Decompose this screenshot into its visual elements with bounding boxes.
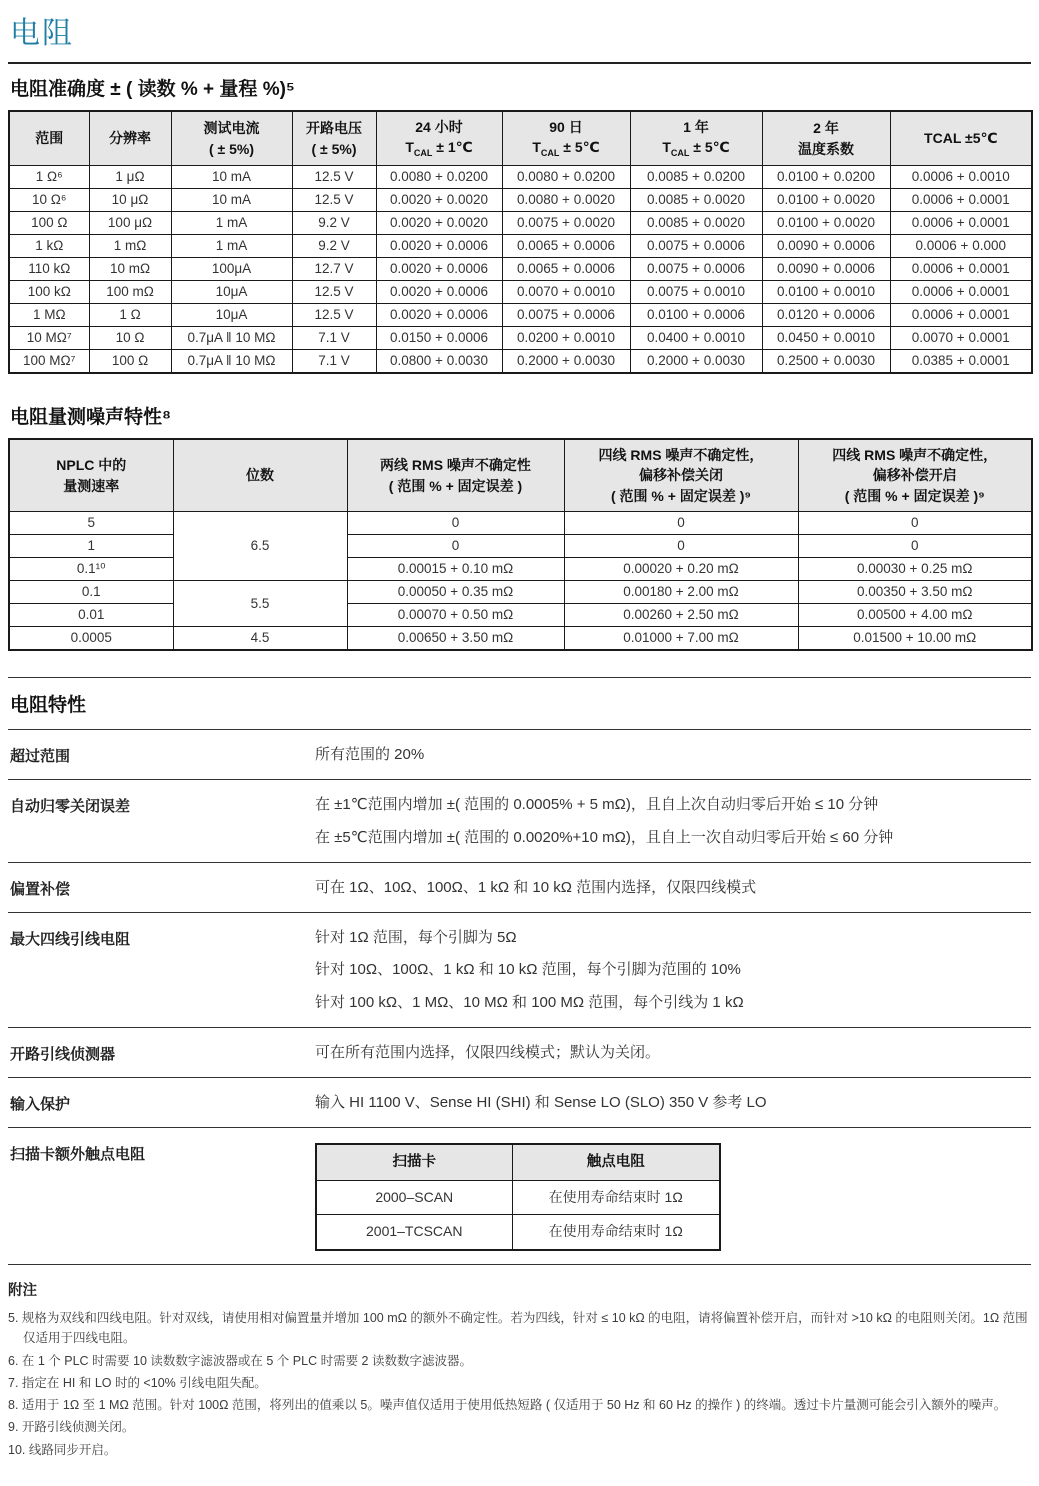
- accuracy-table-header: [9, 111, 1032, 166]
- footnote-item: 9. 开路引线侦测关闭。: [8, 1420, 135, 1435]
- cell-2wire: 0.00050 + 0.35 mΩ: [347, 581, 564, 604]
- accuracy-table-row: [9, 304, 1032, 327]
- char-label: 超过范围: [10, 748, 71, 766]
- char-row-autozero-off-error: [8, 779, 1031, 862]
- cell-tcal: 0.0006 + 0.000: [890, 235, 1032, 258]
- cell-90day: 0.0070 + 0.0010: [502, 281, 630, 304]
- char-row-overrange: [8, 729, 1031, 779]
- col-header-90day: 90 日 $T_{CAL}$ ± 5℃: [502, 111, 630, 166]
- noise-table-row: [9, 581, 1032, 604]
- noise-table-row: [9, 558, 1032, 581]
- cell-range: 1 MΩ: [9, 304, 89, 327]
- accuracy-table-row: [9, 235, 1032, 258]
- cell-1yr: 0.0075 + 0.0010: [630, 281, 762, 304]
- cell-4wire-on: 0.00350 + 3.50 mΩ: [798, 581, 1032, 604]
- cell-nplc: 0.01: [9, 604, 173, 627]
- cell-resolution: 100 mΩ: [89, 281, 171, 304]
- cell-test-current: 10 mA: [171, 166, 292, 189]
- footnotes-title: 附注: [8, 1283, 37, 1300]
- char-label: 偏置补偿: [10, 880, 71, 898]
- col-header-2yr-tempco: 2 年 温度系数: [762, 111, 890, 166]
- cell-contact-resistance: 在使用寿命结束时 1Ω: [512, 1215, 720, 1250]
- char-label: 开路引线侦测器: [10, 1045, 116, 1063]
- char-label: 最大四线引线电阻: [10, 931, 131, 949]
- col-header-test-current: 测试电流 ( ± 5%): [171, 111, 292, 166]
- noise-section-title: 电阻量测噪声特性⁸: [10, 407, 171, 429]
- cell-1yr: 0.0085 + 0.0200: [630, 166, 762, 189]
- char-row-offset-compensation: [8, 862, 1031, 912]
- cell-test-current: 10 mA: [171, 189, 292, 212]
- cell-24hr: 0.0150 + 0.0006: [376, 327, 502, 350]
- cell-2wire: 0.00015 + 0.10 mΩ: [347, 558, 564, 581]
- accuracy-table-row: [9, 258, 1032, 281]
- cell-open-voltage: 12.5 V: [292, 189, 376, 212]
- cell-2yr: 0.0120 + 0.0006: [762, 304, 890, 327]
- cell-4wire-off: 0.00260 + 2.50 mΩ: [564, 604, 798, 627]
- cell-4wire-off: 0.00020 + 0.20 mΩ: [564, 558, 798, 581]
- cell-4wire-off: 0.00180 + 2.00 mΩ: [564, 581, 798, 604]
- char-value: 所有范围的 20%: [315, 746, 425, 764]
- cell-nplc: 0.0005: [9, 627, 173, 651]
- scan-card-row: [316, 1180, 720, 1215]
- cell-range: 100 Ω: [9, 212, 89, 235]
- cell-2yr: 0.0100 + 0.0020: [762, 212, 890, 235]
- cell-24hr: 0.0020 + 0.0020: [376, 189, 502, 212]
- char-label: 自动归零关闭误差: [10, 798, 131, 816]
- char-row-scan-card-contact-resistance: [8, 1127, 1031, 1264]
- cell-range: 100 kΩ: [9, 281, 89, 304]
- char-row-input-protection: [8, 1077, 1031, 1127]
- cell-2yr: 0.0090 + 0.0006: [762, 258, 890, 281]
- cell-1yr: 0.0075 + 0.0006: [630, 258, 762, 281]
- characteristics-list: [8, 729, 1031, 1265]
- cell-1yr: 0.0100 + 0.0006: [630, 304, 762, 327]
- cell-4wire-on: 0: [798, 512, 1032, 535]
- char-value: 输入 HI 1100 V、Sense HI (SHI) 和 Sense LO (SLO) 350 V 参考 LO: [315, 1094, 767, 1112]
- cell-24hr: 0.0080 + 0.0200: [376, 166, 502, 189]
- cell-range: 100 MΩ⁷: [9, 350, 89, 374]
- characteristics-section-title: 电阻特性: [10, 695, 87, 717]
- cell-24hr: 0.0020 + 0.0006: [376, 235, 502, 258]
- cell-scan-card: 2001–TCSCAN: [316, 1215, 512, 1250]
- cell-resolution: 1 Ω: [89, 304, 171, 327]
- noise-table-row: [9, 512, 1032, 535]
- cell-open-voltage: 12.5 V: [292, 166, 376, 189]
- cell-2yr: 0.0450 + 0.0010: [762, 327, 890, 350]
- cell-test-current: 0.7μA ‖ 10 MΩ: [171, 327, 292, 350]
- cell-2wire: 0.00650 + 3.50 mΩ: [347, 627, 564, 651]
- scan-card-table-header: [316, 1144, 720, 1180]
- cell-nplc: 0.1¹⁰: [9, 558, 173, 581]
- col-header-4wire-offset-off: 四线 RMS 噪声不确定性， 偏移补偿关闭 ( 范围 % + 固定误差 )⁹: [564, 439, 798, 511]
- cell-tcal: 0.0006 + 0.0001: [890, 258, 1032, 281]
- cell-test-current: 10μA: [171, 304, 292, 327]
- cell-1yr: 0.2000 + 0.0030: [630, 350, 762, 374]
- cell-2yr: 0.0100 + 0.0200: [762, 166, 890, 189]
- cell-nplc: 0.1: [9, 581, 173, 604]
- accuracy-section-title: 电阻准确度 ± ( 读数 % + 量程 %)⁵: [10, 79, 295, 100]
- noise-table-row: [9, 604, 1032, 627]
- cell-resolution: 10 mΩ: [89, 258, 171, 281]
- noise-table-header: [9, 439, 1032, 511]
- cell-2yr: 0.0100 + 0.0010: [762, 281, 890, 304]
- cell-4wire-off: 0: [564, 512, 798, 535]
- cell-range: 10 MΩ⁷: [9, 327, 89, 350]
- char-value: 可在 1Ω、10Ω、100Ω、1 kΩ 和 10 kΩ 范围内选择，仅限四线模式: [315, 878, 757, 896]
- cell-resolution: 100 Ω: [89, 350, 171, 374]
- cell-open-voltage: 12.5 V: [292, 281, 376, 304]
- cell-resolution: 10 μΩ: [89, 189, 171, 212]
- accuracy-table-row: [9, 189, 1032, 212]
- noise-table: [8, 438, 1033, 651]
- scan-card-row: [316, 1215, 720, 1250]
- cell-open-voltage: 12.5 V: [292, 304, 376, 327]
- cell-2yr: 0.2500 + 0.0030: [762, 350, 890, 374]
- footnotes-list: [8, 1308, 1031, 1460]
- cell-24hr: 0.0020 + 0.0006: [376, 304, 502, 327]
- col-header-1yr: 1 年 $T_{CAL}$ ± 5℃: [630, 111, 762, 166]
- cell-resolution: 1 μΩ: [89, 166, 171, 189]
- cell-resolution: 100 μΩ: [89, 212, 171, 235]
- cell-tcal: 0.0006 + 0.0001: [890, 189, 1032, 212]
- col-header-2wire-noise: 两线 RMS 噪声不确定性 ( 范围 % + 固定误差 ): [347, 439, 564, 511]
- cell-range: 1 kΩ: [9, 235, 89, 258]
- cell-4wire-on: 0: [798, 535, 1032, 558]
- cell-scan-card: 2000–SCAN: [316, 1180, 512, 1215]
- cell-4wire-on: 0.00030 + 0.25 mΩ: [798, 558, 1032, 581]
- char-row-max-4wire-lead-resistance: [8, 912, 1031, 1027]
- cell-range: 1 Ω⁶: [9, 166, 89, 189]
- cell-resolution: 10 Ω: [89, 327, 171, 350]
- noise-table-row: [9, 535, 1032, 558]
- footnote-item: 8. 适用于 1Ω 至 1 MΩ 范围。针对 100Ω 范围，将列出的值乘以 5。噪声值仅适用于使用低热短路 ( 仅适用于 50 Hz 和 60 Hz 的操作 ) 的终端。透过卡片量测可能会引入额外的噪声。: [8, 1398, 1007, 1413]
- cell-tcal: 0.0385 + 0.0001: [890, 350, 1032, 374]
- page-title: 电阻: [10, 17, 74, 50]
- col-header-24hr: 24 小时 $T_{CAL}$ ± 1℃: [376, 111, 502, 166]
- characteristics-divider-top: [8, 677, 1031, 678]
- cell-1yr: 0.0085 + 0.0020: [630, 212, 762, 235]
- cell-90day: 0.0065 + 0.0006: [502, 258, 630, 281]
- footnote-item: 7. 指定在 HI 和 LO 时的 <10% 引线电阻失配。: [8, 1375, 267, 1390]
- cell-4wire-off: 0.01000 + 7.00 mΩ: [564, 627, 798, 651]
- cell-24hr: 0.0020 + 0.0006: [376, 281, 502, 304]
- cell-90day: 0.0080 + 0.0200: [502, 166, 630, 189]
- cell-test-current: 1 mA: [171, 212, 292, 235]
- char-value: 可在所有范围内选择，仅限四线模式；默认为关闭。: [315, 1043, 661, 1061]
- cell-tcal: 0.0006 + 0.0001: [890, 212, 1032, 235]
- footnote-item: 10. 线路同步开启。: [8, 1442, 117, 1457]
- col-header-range: 范围: [9, 111, 89, 166]
- cell-90day: 0.0200 + 0.0010: [502, 327, 630, 350]
- scan-card-table: [315, 1143, 721, 1251]
- col-header-4wire-offset-on: 四线 RMS 噪声不确定性， 偏移补偿开启 ( 范围 % + 固定误差 )⁹: [798, 439, 1032, 511]
- accuracy-table-row: [9, 327, 1032, 350]
- cell-tcal: 0.0006 + 0.0010: [890, 166, 1032, 189]
- cell-tcal: 0.0006 + 0.0001: [890, 281, 1032, 304]
- cell-open-voltage: 7.1 V: [292, 350, 376, 374]
- cell-2wire: 0: [347, 512, 564, 535]
- cell-test-current: 1 mA: [171, 235, 292, 258]
- cell-resolution: 1 mΩ: [89, 235, 171, 258]
- accuracy-table-row: [9, 281, 1032, 304]
- char-value: 在 ±1℃范围内增加 ±( 范围的 0.0005% + 5 mΩ)，且自上次自动归零后开始 ≤ 10 分钟 在 ±5℃范围内增加 ±( 范围的 0.0020%+10 mΩ)，且自上一次自动归零后开始 ≤ 60 分钟: [315, 796, 894, 846]
- noise-table-row: [9, 627, 1032, 651]
- footnote-item: 6. 在 1 个 PLC 时需要 10 读数数字滤波器或在 5 个 PLC 时需要 2 读数数字滤波器。: [8, 1353, 472, 1368]
- footnotes-section: [8, 1279, 1031, 1460]
- col-header-scan-card: 扫描卡: [316, 1144, 512, 1180]
- cell-4wire-off: 0: [564, 535, 798, 558]
- cell-4wire-on: 0.01500 + 10.00 mΩ: [798, 627, 1032, 651]
- cell-range: 10 Ω⁶: [9, 189, 89, 212]
- col-header-contact-resistance: 触点电阻: [512, 1144, 720, 1180]
- cell-open-voltage: 9.2 V: [292, 212, 376, 235]
- cell-contact-resistance: 在使用寿命结束时 1Ω: [512, 1180, 720, 1215]
- char-label: 输入保护: [10, 1096, 71, 1114]
- cell-digits-6_5: 6.5: [173, 512, 347, 581]
- col-header-nplc: NPLC 中的 量测速率: [9, 439, 173, 511]
- cell-90day: 0.0080 + 0.0020: [502, 189, 630, 212]
- accuracy-table-row: [9, 350, 1032, 374]
- cell-test-current: 10μA: [171, 281, 292, 304]
- cell-4wire-on: 0.00500 + 4.00 mΩ: [798, 604, 1032, 627]
- col-header-resolution: 分辨率: [89, 111, 171, 166]
- cell-1yr: 0.0075 + 0.0006: [630, 235, 762, 258]
- cell-1yr: 0.0085 + 0.0020: [630, 189, 762, 212]
- cell-nplc: 5: [9, 512, 173, 535]
- cell-2yr: 0.0100 + 0.0020: [762, 189, 890, 212]
- char-value: 针对 1Ω 范围，每个引脚为 5Ω 针对 10Ω、100Ω、1 kΩ 和 10 kΩ 范围，每个引脚为范围的 10% 针对 100 kΩ、1 MΩ、10 MΩ 和 100 MΩ 范围，每个引线为 1 kΩ: [315, 929, 744, 1011]
- cell-90day: 0.2000 + 0.0030: [502, 350, 630, 374]
- cell-1yr: 0.0400 + 0.0010: [630, 327, 762, 350]
- cell-test-current: 100μA: [171, 258, 292, 281]
- cell-tcal: 0.0006 + 0.0001: [890, 304, 1032, 327]
- col-header-digits: 位数: [173, 439, 347, 511]
- cell-tcal: 0.0070 + 0.0001: [890, 327, 1032, 350]
- footnote-item: 5. 规格为双线和四线电阻。针对双线，请使用相对偏置量并增加 100 mΩ 的额外不确定性。若为四线，针对 ≤ 10 kΩ 的电阻，请将偏置补偿开启，而针对 >10 kΩ 的电阻则关闭。1Ω 范围仅适用于四线电阻。: [8, 1311, 1028, 1346]
- char-row-open-lead-detector: [8, 1027, 1031, 1077]
- col-header-open-voltage: 开路电压 ( ± 5%): [292, 111, 376, 166]
- accuracy-table-row: [9, 166, 1032, 189]
- resistance-accuracy-table: [8, 110, 1033, 374]
- cell-2wire: 0: [347, 535, 564, 558]
- cell-24hr: 0.0800 + 0.0030: [376, 350, 502, 374]
- col-header-tcal: TCAL ±5℃: [890, 111, 1032, 166]
- title-divider: [8, 62, 1031, 64]
- cell-24hr: 0.0020 + 0.0006: [376, 258, 502, 281]
- cell-90day: 0.0065 + 0.0006: [502, 235, 630, 258]
- cell-test-current: 0.7μA ‖ 10 MΩ: [171, 350, 292, 374]
- cell-range: 110 kΩ: [9, 258, 89, 281]
- cell-open-voltage: 9.2 V: [292, 235, 376, 258]
- cell-digits-5_5: 5.5: [173, 581, 347, 627]
- accuracy-table-row: [9, 212, 1032, 235]
- cell-nplc: 1: [9, 535, 173, 558]
- char-label: 扫描卡额外触点电阻: [10, 1146, 146, 1164]
- cell-open-voltage: 12.7 V: [292, 258, 376, 281]
- cell-90day: 0.0075 + 0.0006: [502, 304, 630, 327]
- char-value: [315, 1141, 1031, 1251]
- cell-digits-4_5: 4.5: [173, 627, 347, 651]
- cell-2yr: 0.0090 + 0.0006: [762, 235, 890, 258]
- cell-2wire: 0.00070 + 0.50 mΩ: [347, 604, 564, 627]
- cell-open-voltage: 7.1 V: [292, 327, 376, 350]
- cell-90day: 0.0075 + 0.0020: [502, 212, 630, 235]
- cell-24hr: 0.0020 + 0.0020: [376, 212, 502, 235]
